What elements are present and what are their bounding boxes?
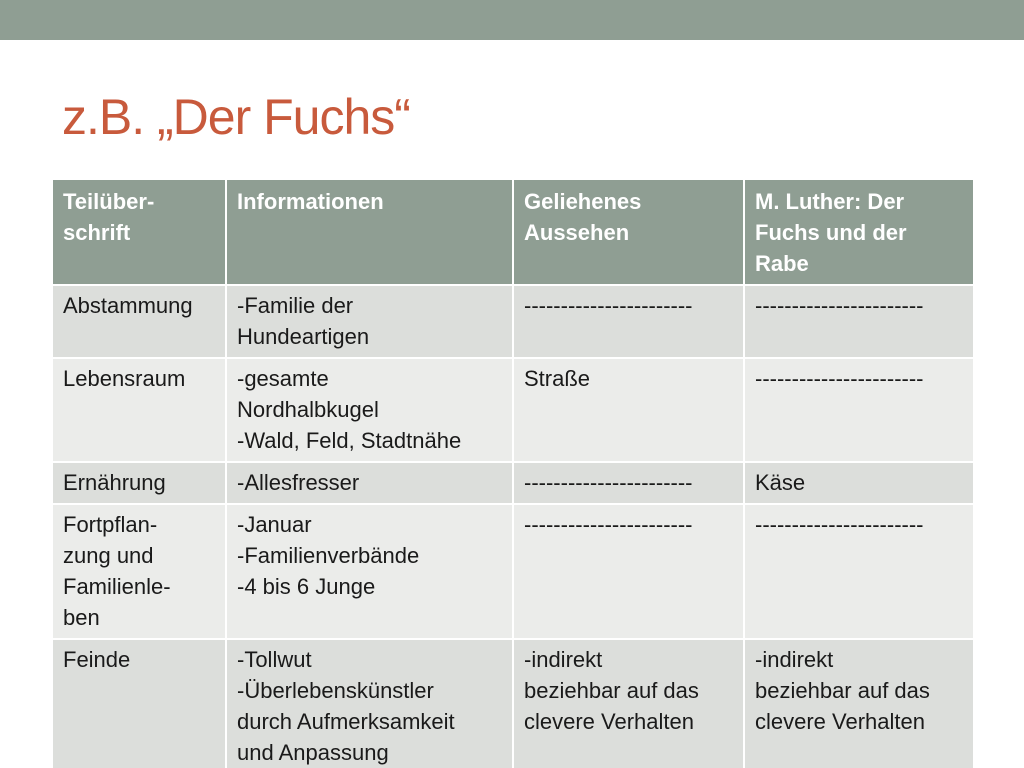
table-cell	[744, 358, 974, 462]
cell-line: -gesamte	[237, 366, 329, 391]
cell-line: Lebensraum	[63, 366, 186, 391]
cell-line: -----------------------	[524, 293, 693, 318]
table-cell	[226, 358, 513, 462]
cell-line: Straße	[524, 366, 591, 391]
cell-line: Käse	[755, 470, 806, 495]
cell-line: und Anpassung	[237, 740, 389, 765]
cell-line: ben	[63, 605, 100, 630]
cell-line: -Januar	[237, 512, 312, 537]
cell-line: -----------------------	[755, 512, 924, 537]
table-body	[52, 285, 974, 768]
header-line: Rabe	[755, 251, 809, 276]
table-row	[52, 639, 974, 768]
table-cell	[744, 639, 974, 768]
slide-title: z.B. „Der Fuchs“	[62, 89, 410, 145]
table-row	[52, 462, 974, 504]
table-cell	[52, 358, 226, 462]
cell-line: Fortpflan-	[63, 512, 158, 537]
cell-line: Feinde	[63, 647, 131, 672]
cell-line: -Tollwut	[237, 647, 312, 672]
cell-line: -4 bis 6 Junge	[237, 574, 376, 599]
table-cell	[513, 639, 744, 768]
cell-line: -Familienverbände	[237, 543, 420, 568]
cell-line: Nordhalbkugel	[237, 397, 379, 422]
header-cell	[744, 179, 974, 285]
table-row	[52, 285, 974, 358]
cell-line: -Familie der	[237, 293, 354, 318]
table-cell	[513, 462, 744, 504]
header-line: schrift	[63, 220, 131, 245]
table-cell	[744, 504, 974, 639]
cell-line: clevere Verhalten	[755, 709, 925, 734]
header-line: Aussehen	[524, 220, 630, 245]
header-line: Geliehenes	[524, 189, 642, 214]
cell-line: Hundeartigen	[237, 324, 370, 349]
table-row	[52, 358, 974, 462]
header-row	[52, 179, 974, 285]
table-header	[52, 179, 974, 285]
table-cell	[226, 639, 513, 768]
cell-line: -indirekt	[755, 647, 834, 672]
cell-line: -Allesfresser	[237, 470, 360, 495]
table-cell	[744, 285, 974, 358]
cell-line: -----------------------	[524, 512, 693, 537]
table-cell	[513, 358, 744, 462]
cell-line: Familienle-	[63, 574, 171, 599]
table-cell	[513, 285, 744, 358]
header-line: M. Luther: Der	[755, 189, 905, 214]
table-cell	[52, 285, 226, 358]
cell-line: -Überlebenskünstler	[237, 678, 434, 703]
header-cell	[226, 179, 513, 285]
table-cell	[226, 504, 513, 639]
top-accent-bar	[0, 0, 1024, 40]
cell-line: beziehbar auf das	[755, 678, 930, 703]
cell-line: beziehbar auf das	[524, 678, 699, 703]
header-cell	[513, 179, 744, 285]
table-cell	[226, 462, 513, 504]
table-row	[52, 504, 974, 639]
header-line: Teilüber-	[63, 189, 155, 214]
cell-line: -----------------------	[755, 293, 924, 318]
header-cell	[52, 179, 226, 285]
header-line: Fuchs und der	[755, 220, 907, 245]
cell-line: -----------------------	[524, 470, 693, 495]
cell-line: durch Aufmerksamkeit	[237, 709, 455, 734]
table-cell	[513, 504, 744, 639]
cell-line: zung und	[63, 543, 154, 568]
cell-line: -indirekt	[524, 647, 603, 672]
cell-line: -Wald, Feld, Stadtnähe	[237, 428, 462, 453]
table-cell	[52, 462, 226, 504]
table-cell	[226, 285, 513, 358]
table-cell	[52, 639, 226, 768]
table-cell	[52, 504, 226, 639]
info-table	[51, 178, 975, 768]
cell-line: Abstammung	[63, 293, 193, 318]
cell-line: clevere Verhalten	[524, 709, 694, 734]
cell-line: -----------------------	[755, 366, 924, 391]
header-line: Informationen	[237, 189, 384, 214]
table-cell	[744, 462, 974, 504]
cell-line: Ernährung	[63, 470, 166, 495]
